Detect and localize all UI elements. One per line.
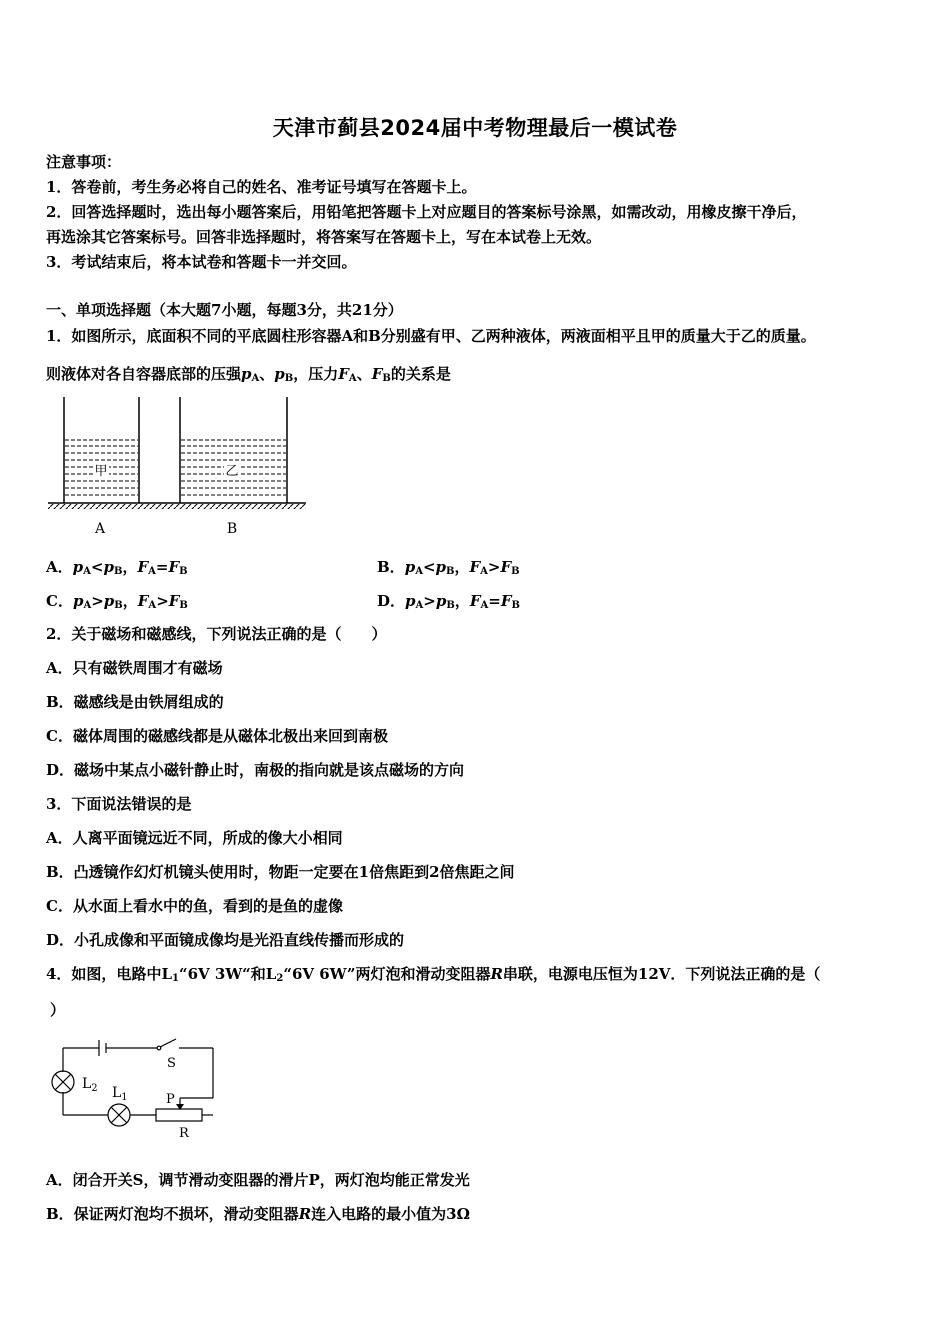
sub-b: B (511, 566, 520, 577)
q1-option-b (377, 557, 520, 577)
q1-option-d (377, 591, 520, 611)
sub-a: A (480, 600, 489, 611)
op: = (488, 592, 501, 610)
sub-b: B (179, 566, 188, 577)
sub-a: A (415, 600, 424, 611)
sub-a: A (415, 566, 423, 577)
option-label: A． (46, 558, 73, 576)
label-l1-sub: 1 (121, 1092, 128, 1103)
container-b (180, 397, 287, 503)
label-l1-text: L (112, 1085, 122, 1101)
var-f: F (469, 558, 481, 576)
q1-text: ，压力 (293, 365, 339, 383)
label-yi: 乙 (225, 464, 239, 479)
var-p: p (435, 558, 447, 576)
var-p: p (435, 592, 447, 610)
notice-heading: 注意事项： (46, 153, 122, 171)
sub-b: B (446, 600, 455, 611)
label-r: R (179, 1126, 189, 1141)
sub-a: A (83, 600, 92, 611)
label-b: B (226, 521, 238, 537)
sub-a: A (83, 566, 91, 577)
var-p: p (405, 592, 416, 610)
q4-option-b-text: B．保证两灯泡均不损坏，滑动变阻器 (46, 1205, 299, 1223)
label-jia: 甲 (94, 464, 108, 479)
sub-b: B (114, 600, 123, 611)
op: > (423, 592, 436, 610)
option-label: D． (377, 592, 406, 610)
label-l2-text: L (82, 1076, 92, 1092)
container-a (64, 397, 139, 503)
notice-item-2: 2．回答选择题时，选出每小题答案后，用铅笔把答题卡上对应题目的答案标号涂黑，如需改动，用橡皮擦干净后， (46, 203, 807, 221)
q1-option-c (46, 591, 188, 611)
notice-item-1: 1．答卷前，考生务必将自己的姓名、准考证号填写在答题卡上。 (46, 178, 477, 196)
var-f: F (371, 365, 383, 383)
notice-item-2-cont: 再选涂其它答案标号。回答非选择题时，将答案写在答题卡上，写在本试卷上无效。 (46, 228, 602, 246)
sub-a: A (480, 566, 488, 577)
q3-option-d: D．小孔成像和平面镜成像均是光沿直线传播而形成的 (46, 931, 405, 949)
sub-b: B (113, 566, 123, 577)
q4-stem (46, 964, 820, 984)
sub-b: B (284, 373, 294, 384)
notice-item-3: 3．考试结束后，将本试卷和答题卡一并交回。 (46, 253, 357, 271)
var-p: p (72, 558, 84, 576)
var-f: F (338, 365, 349, 383)
q1-stem-line2 (46, 364, 451, 384)
label-s: S (167, 1056, 176, 1071)
q2-option-c: C．磁体周围的磁感线都是从磁体北极出来回到南极 (46, 727, 388, 745)
q4-text: 4．如图，电路中L (46, 965, 172, 983)
label-l2-sub: 2 (91, 1083, 98, 1094)
q1-containers-figure (44, 393, 314, 543)
op: > (487, 558, 501, 576)
op: < (422, 558, 436, 576)
sep: 、 (259, 365, 275, 383)
q4-option-a: A．闭合开关S，调节滑动变阻器的滑片P，两灯泡均能正常发光 (46, 1171, 470, 1189)
option-label: C． (46, 592, 73, 610)
ground-hatch (48, 504, 306, 509)
q3-stem: 3．下面说法错误的是 (46, 795, 192, 813)
var-p: p (103, 558, 114, 576)
page-title: 天津市蓟县2024届中考物理最后一模试卷 (272, 116, 678, 140)
label-a: A (94, 521, 106, 537)
sub-b: B (382, 373, 391, 384)
op: < (90, 558, 104, 576)
section-heading: 一、单项选择题（本大题7小题，每题3分，共21分） (46, 301, 403, 319)
sub-2: 2 (276, 973, 284, 984)
q3-option-c: C．从水面上看水中的鱼，看到的是鱼的虚像 (46, 897, 343, 915)
var-p: p (274, 365, 285, 383)
label-l2 (82, 1076, 98, 1094)
sep: ， (454, 592, 470, 610)
q4-stem-cont: ） (50, 1001, 66, 1019)
var-r: R (490, 965, 503, 983)
sub-b: B (179, 600, 188, 611)
sep: 、 (356, 365, 372, 383)
var-p: p (103, 592, 115, 610)
var-f: F (500, 592, 512, 610)
q4-text: “6V 6W”两灯泡和滑动变阻器 (283, 965, 491, 983)
q1-stem-line1: 1．如图所示，底面积不同的平底圆柱形容器A和B分别盛有甲、乙两种液体，两液面相平且甲的质量大于乙的质量。 (46, 327, 816, 345)
op: = (155, 558, 169, 576)
sub-a: A (148, 600, 157, 611)
label-l1 (112, 1085, 128, 1103)
var-p: p (72, 592, 84, 610)
op: > (156, 592, 169, 610)
sub-a: A (148, 566, 156, 577)
var-p: p (241, 365, 252, 383)
q4-circuit-figure (44, 1030, 224, 1145)
var-f: F (168, 592, 180, 610)
q1-text: 的关系是 (390, 365, 451, 383)
sep: ， (122, 558, 138, 576)
sep: ， (122, 592, 138, 610)
sub-1: 1 (172, 973, 179, 984)
option-label: B． (377, 558, 405, 576)
q2-option-d: D．磁场中某点小磁针静止时，南极的指向就是该点磁场的方向 (46, 761, 465, 779)
q4-option-b (46, 1204, 470, 1224)
var-f: F (168, 558, 180, 576)
q4-text: “6V 3W“和L (178, 965, 277, 983)
sub-b: B (511, 600, 520, 611)
sub-a: A (348, 373, 357, 384)
q2-option-a: A．只有磁铁周围才有磁场 (46, 659, 223, 677)
sub-a: A (251, 373, 260, 384)
lamp-l1 (108, 1104, 130, 1126)
var-r: R (298, 1205, 312, 1223)
sub-b: B (446, 566, 455, 577)
sep: ， (454, 558, 470, 576)
op: > (91, 592, 104, 610)
q2-option-b: B．磁感线是由铁屑组成的 (46, 693, 224, 711)
var-p: p (404, 558, 416, 576)
q4-text: 串联，电源电压恒为12V．下列说法正确的是（ (502, 965, 821, 983)
q1-option-a (46, 557, 188, 577)
var-f: F (137, 592, 149, 610)
q3-option-b: B．凸透镜作幻灯机镜头使用时，物距一定要在1倍焦距到2倍焦距之间 (46, 863, 515, 881)
label-p: P (166, 1092, 175, 1107)
var-f: F (137, 558, 149, 576)
q2-stem: 2．关于磁场和磁感线，下列说法正确的是（ ） (46, 625, 387, 643)
var-f: F (469, 592, 481, 610)
q4-option-b-text: 连入电路的最小值为3Ω (311, 1205, 470, 1223)
q3-option-a: A．人离平面镜远近不同，所成的像大小相同 (46, 829, 343, 847)
var-f: F (500, 558, 512, 576)
lamp-l2 (52, 1071, 74, 1093)
q1-text: 则液体对各自容器底部的压强 (46, 365, 242, 383)
